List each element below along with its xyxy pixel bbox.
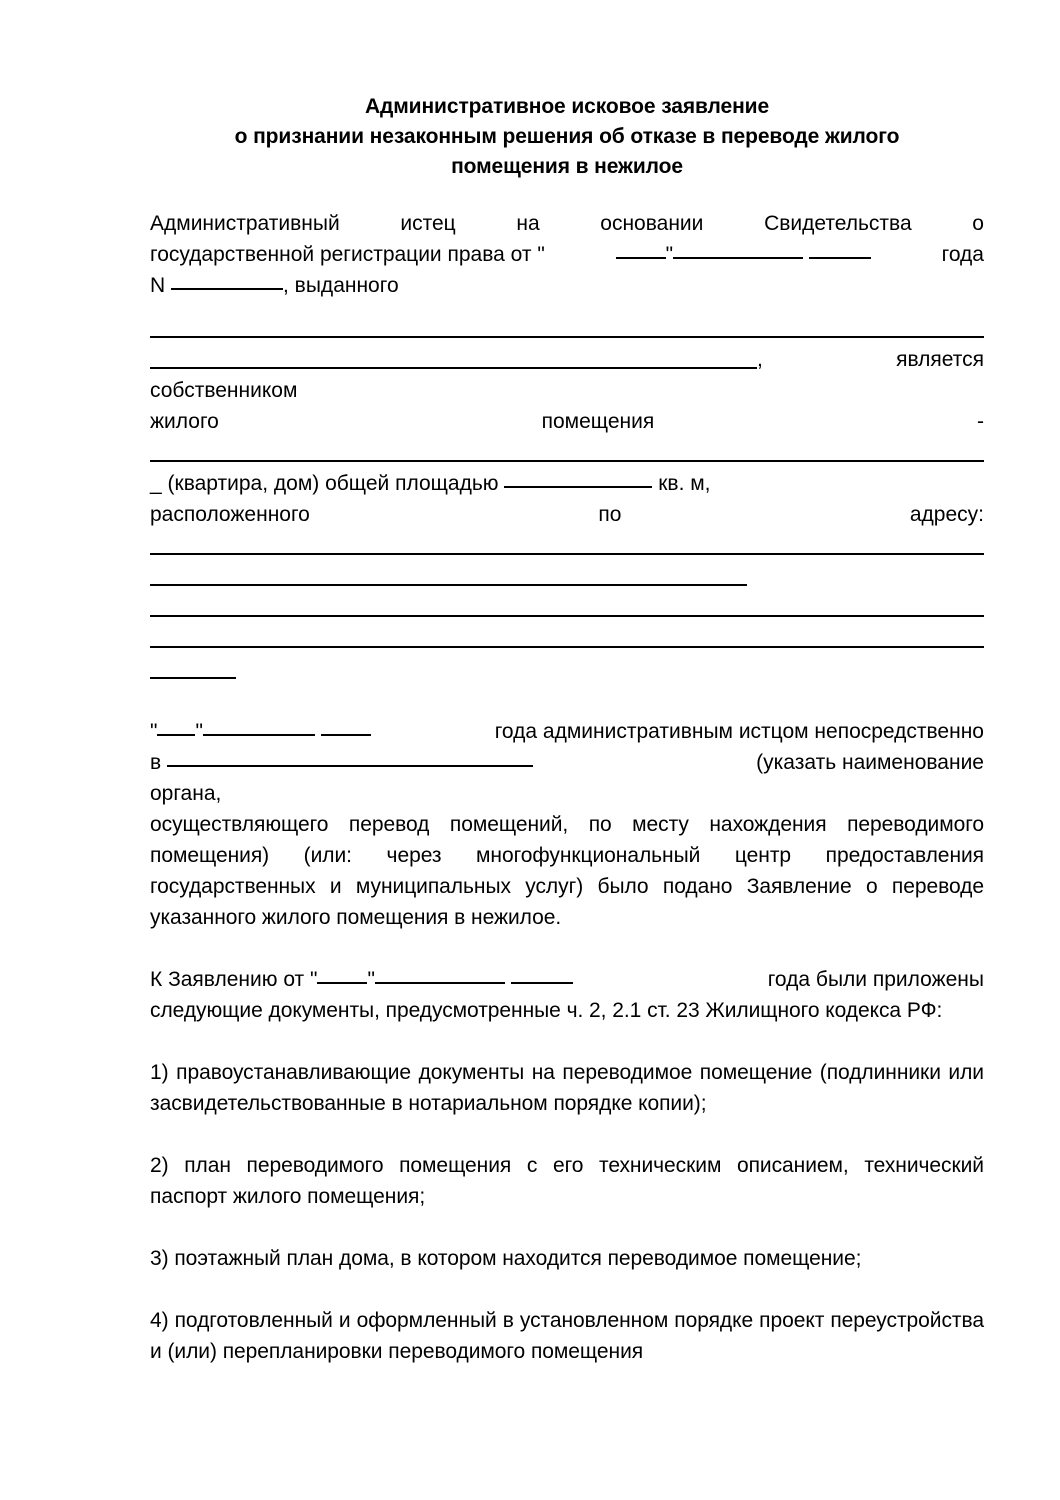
address-blank-rule-5[interactable] xyxy=(150,677,236,679)
attachment-year-blank[interactable] xyxy=(511,966,573,984)
quote-open-2: " xyxy=(150,720,158,743)
quote-close-3: " xyxy=(367,968,375,991)
address-blank-row-3 xyxy=(150,592,984,623)
issuer-blank-row-1 xyxy=(150,313,984,344)
intro-word-6: о xyxy=(972,212,984,235)
attachment-item-1: 1) правоустанавливающие документы на переводимое помещение (подлинники или засвидетельствованные в нотариальном порядке копии); xyxy=(150,1061,984,1115)
certificate-month-blank[interactable] xyxy=(673,241,803,259)
submission-organ-blank[interactable] xyxy=(167,749,533,767)
issuer-blank-rule-2[interactable] xyxy=(150,367,757,369)
address-word-1: расположенного xyxy=(150,503,310,526)
attachments-intro-rest: следующие документы, предусмотренные ч. 2, 2.1 ст. 23 Жилищного кодекса РФ: xyxy=(150,999,943,1022)
address-blank-row-4 xyxy=(150,623,984,654)
intro-word-1: Административный xyxy=(150,212,340,235)
attachments-intro-prefix-group xyxy=(150,964,573,995)
submission-line-1-tail: года административным истцом непосредственно xyxy=(494,720,984,743)
attachment-item-3: 3) поэтажный план дома, в котором находится переводимое помещение; xyxy=(150,1247,862,1270)
quote-close-1: " xyxy=(665,243,674,266)
submission-month-blank[interactable] xyxy=(203,718,315,736)
area-line xyxy=(150,468,984,499)
issuer-blank-rule-1[interactable] xyxy=(150,336,984,338)
title-line-3: помещения в нежилое xyxy=(451,155,683,178)
premises-word-3: - xyxy=(976,410,984,433)
submission-date-group xyxy=(150,716,371,747)
address-blank-row-1 xyxy=(150,530,984,561)
submission-line-1 xyxy=(150,716,984,747)
area-value-blank[interactable] xyxy=(504,470,652,488)
address-blank-row-5 xyxy=(150,654,984,685)
premises-blank-rule[interactable] xyxy=(150,460,984,462)
certificate-day-blank[interactable] xyxy=(616,241,666,259)
spacer xyxy=(150,685,984,716)
certificate-year-blank[interactable] xyxy=(809,241,871,259)
submission-line-2-tail: (указать наименование xyxy=(756,751,984,774)
address-blank-rule-3[interactable] xyxy=(150,615,984,617)
intro-line-2-prefix: государственной регистрации права от " xyxy=(150,243,545,266)
issuer-comma: , xyxy=(757,348,763,371)
intro-word-4: основании xyxy=(600,212,704,235)
intro-word-3: на xyxy=(516,212,540,235)
attachment-item-2: 2) план переводимого помещения с его техническим описанием, технический паспорт жилого помещения; xyxy=(150,1154,984,1208)
owner-tail-text: является xyxy=(896,348,984,371)
address-word-2: по xyxy=(598,503,622,526)
certificate-day-blank-group xyxy=(616,239,871,270)
quote-close-2: " xyxy=(195,720,203,743)
premises-blank-row xyxy=(150,437,984,468)
address-blank-row-2 xyxy=(150,561,984,592)
submission-day-blank[interactable] xyxy=(157,718,195,736)
address-blank-rule-2[interactable] xyxy=(150,584,747,586)
attachment-day-blank[interactable] xyxy=(317,966,367,984)
address-blank-rule-4[interactable] xyxy=(150,646,984,648)
intro-line-3-suffix: , выданного xyxy=(283,274,399,297)
page-title xyxy=(150,92,984,182)
document-body xyxy=(150,92,984,1367)
intro-word-2: истец xyxy=(400,212,456,235)
area-suffix: кв. м, xyxy=(658,472,711,495)
premises-word-1: жилого xyxy=(150,410,219,433)
premises-line xyxy=(150,406,984,437)
attachment-item-4: 4) подготовленный и оформленный в установленном порядке проект переустройства и (или) перепланировки переводимого помещения xyxy=(150,1309,984,1363)
address-blank-rule-1[interactable] xyxy=(150,553,984,555)
owner-next-line: собственником xyxy=(150,379,298,402)
spacer xyxy=(150,301,984,313)
certificate-number-blank[interactable] xyxy=(171,272,283,290)
certificate-number-label: N xyxy=(150,274,166,297)
submission-year-blank[interactable] xyxy=(321,718,371,736)
intro-line-2-suffix: года xyxy=(941,243,984,266)
address-line xyxy=(150,499,984,530)
intro-line-3 xyxy=(150,270,984,301)
attachments-intro-tail-short: года были приложены xyxy=(767,968,984,991)
attachments-intro-prefix: К Заявлению от " xyxy=(150,968,318,991)
title-line-1: Административное исковое заявление xyxy=(364,95,770,118)
attachment-month-blank[interactable] xyxy=(375,966,505,984)
premises-word-2: помещения xyxy=(541,410,655,433)
intro-word-5: Свидетельства xyxy=(764,212,912,235)
submission-line-2-prefix: в xyxy=(150,751,162,774)
intro-line-2 xyxy=(150,239,984,270)
area-prefix: _ (квартира, дом) общей площадью xyxy=(150,472,499,495)
attachments-intro-line-1 xyxy=(150,964,984,995)
submission-line-3: органа, xyxy=(150,782,222,805)
submission-org-group xyxy=(150,747,533,778)
issuer-blank-row-2 xyxy=(150,344,984,375)
intro-line-1 xyxy=(150,208,984,239)
submission-body: осуществляющего перевод помещений, по месту нахождения переводимого помещения) (или: через многофункциональный центр предоставления государственных и муниципальных услуг) было подано Заявление о переводе указанного жилого помещения в нежилое. xyxy=(150,813,984,929)
title-line-2: о признании незаконным решения об отказе в переводе жилого xyxy=(234,125,900,148)
address-word-3: адресу: xyxy=(909,503,984,526)
submission-line-2 xyxy=(150,747,984,778)
